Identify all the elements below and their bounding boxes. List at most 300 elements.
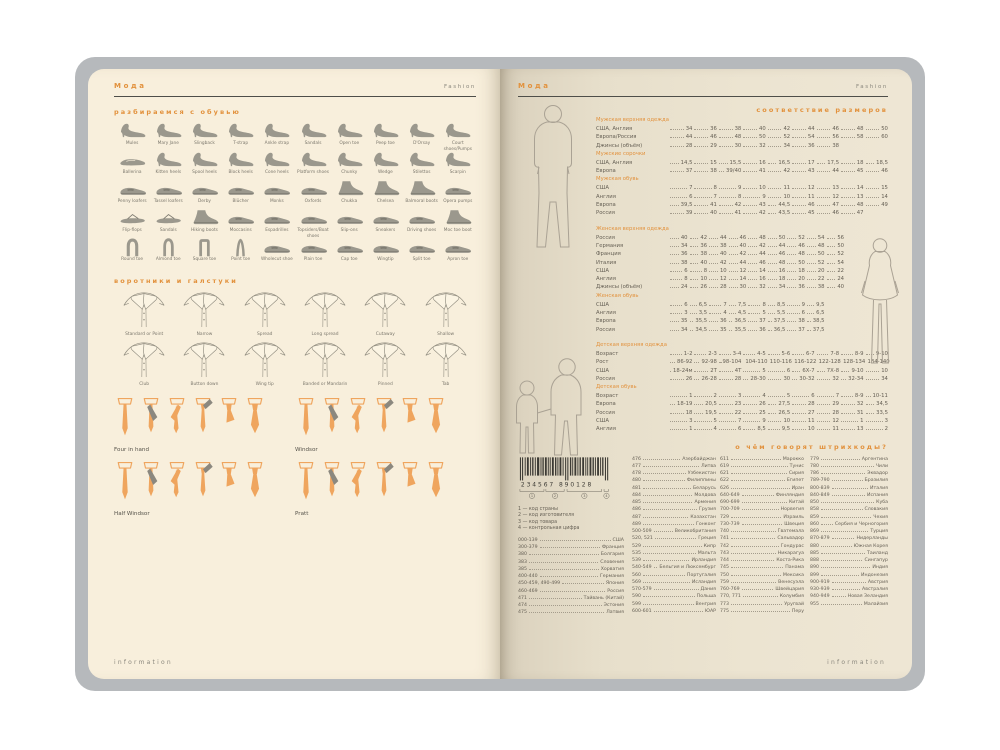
value-cell [668, 242, 688, 250]
country-code-row [720, 586, 804, 593]
shoe-icon-heel [367, 121, 403, 141]
country-name: Тайвань (Китай) [583, 595, 624, 601]
dotted-leader [643, 523, 694, 525]
value-cell [766, 184, 790, 192]
country-code-row [720, 470, 804, 477]
dotted-leader [731, 559, 774, 561]
dotted-leader [729, 253, 738, 255]
shoe-item [404, 179, 440, 208]
country-code-row [632, 557, 716, 564]
country-name: Греция [698, 536, 716, 542]
dotted-leader [821, 574, 859, 576]
dotted-leader [729, 320, 733, 322]
row-value: 3 [737, 393, 742, 400]
barcode-column-2 [632, 456, 716, 616]
value-cell [746, 326, 766, 334]
country-code: 930-939 [810, 587, 830, 593]
dotted-leader [694, 162, 708, 164]
shoe-item [114, 150, 150, 179]
dotted-leader [529, 597, 582, 599]
shoe-item [295, 208, 331, 237]
country-name: Аргентина [861, 456, 888, 462]
value-cell [668, 367, 692, 375]
dotted-leader [670, 136, 684, 138]
country-code-row [720, 579, 804, 586]
barcode-legend-line: 2 — код изготовителя [518, 513, 575, 519]
dotted-leader [817, 204, 831, 206]
value-cell [825, 283, 845, 291]
country-name: Великобритания [674, 529, 716, 535]
country-code-row [810, 572, 888, 579]
collar-item [235, 290, 295, 337]
dotted-leader [670, 128, 684, 130]
dotted-leader [670, 403, 675, 405]
dotted-leader [743, 162, 757, 164]
row-value: 37,5 [812, 326, 825, 333]
left-page [88, 69, 500, 679]
shoe-item [440, 179, 476, 208]
dotted-leader [792, 204, 806, 206]
table-row [596, 209, 888, 217]
value-cell [668, 167, 692, 175]
row-value: 4Т [734, 367, 742, 374]
dotted-leader [670, 237, 679, 239]
dotted-leader [743, 378, 748, 380]
dotted-leader [709, 329, 718, 331]
shoe-label: Cone heels [264, 170, 289, 175]
country-name: Малайзия [863, 601, 888, 607]
shoe-item [114, 121, 150, 150]
row-value: 4-5 [757, 350, 766, 357]
row-value: 32 [759, 284, 766, 291]
shoe-item [367, 121, 403, 150]
country-code: 743 [720, 550, 729, 556]
shoe-label: Mules [125, 141, 139, 146]
dotted-leader [748, 320, 757, 322]
tie-step-icon-4 [373, 460, 395, 508]
dotted-leader [670, 253, 679, 255]
dotted-leader [748, 278, 757, 280]
row-value: 42 [783, 126, 791, 132]
dotted-leader [792, 187, 806, 189]
dotted-leader [841, 162, 855, 164]
value-cell [741, 375, 765, 383]
row-value: 34,5 [695, 326, 708, 333]
value-cell [839, 193, 863, 201]
dotted-leader [866, 378, 880, 380]
dotted-leader [643, 574, 685, 576]
value-cell [790, 167, 814, 175]
row-label: Возраст [596, 350, 619, 357]
row-label: Европа [596, 401, 616, 408]
row-value: 35 [680, 318, 688, 325]
svg-text:1: 1 [530, 493, 534, 498]
dotted-leader [743, 412, 757, 414]
collar-label: Button down [190, 382, 219, 387]
value-cell [766, 326, 786, 334]
dotted-leader [742, 508, 779, 510]
row-value: 110-116 [769, 359, 792, 366]
value-cell [727, 250, 747, 258]
shoe-icon-heel [186, 121, 222, 141]
shoe-icon-flat [114, 150, 150, 170]
value-cell [741, 358, 768, 366]
row-value: 50 [778, 234, 786, 241]
row-value: 26-28 [701, 375, 717, 382]
row-value: 20,5 [705, 401, 717, 408]
dotted-leader [817, 170, 831, 172]
row-value: 52 [798, 234, 805, 241]
value-cell [668, 267, 688, 275]
shoe-item [114, 179, 150, 208]
country-code: 383 [518, 559, 527, 565]
row-value: 24 [837, 276, 845, 283]
value-cell [692, 425, 716, 433]
shoe-icon-loafer [259, 179, 295, 199]
shoe-label: Mary Jane [157, 141, 179, 146]
row-value: 11 [783, 185, 791, 192]
dotted-leader [841, 428, 855, 430]
country-code-row [810, 564, 888, 571]
value-cell [785, 309, 805, 317]
value-cell [741, 167, 765, 175]
row-value: 58 [856, 134, 864, 141]
value-cell [668, 409, 692, 417]
table-row [596, 409, 888, 417]
row-value: 56 [832, 134, 840, 141]
dotted-leader [748, 245, 757, 247]
row-value: 17,5 [827, 159, 840, 166]
size-table-group-men [596, 116, 888, 218]
row-value: 44 [739, 259, 747, 266]
country-name: Уругвай [784, 601, 804, 607]
value-cell [717, 367, 741, 375]
dotted-leader [743, 353, 755, 355]
country-name: Гонконг [695, 521, 716, 527]
dotted-leader [821, 516, 871, 518]
value-cell [692, 350, 716, 358]
table-row [596, 309, 844, 317]
country-name: Казахстан [690, 514, 716, 520]
table-row [596, 142, 888, 150]
collar-icon [121, 312, 167, 331]
value-cell [839, 184, 863, 192]
page-title-en: Fashion [856, 84, 888, 90]
dotted-leader [670, 428, 687, 430]
country-code-row [810, 499, 888, 506]
value-cell [790, 367, 814, 375]
dotted-leader [743, 420, 760, 422]
country-code-row [632, 550, 716, 557]
country-name: Польша [696, 594, 716, 600]
value-cell [839, 375, 863, 383]
row-value: 8 [713, 185, 717, 192]
dotted-leader [690, 278, 699, 280]
value-cell [790, 209, 814, 217]
row-value: 128-134 [843, 359, 866, 366]
dotted-leader [832, 581, 866, 583]
country-code-row [810, 579, 888, 586]
shoe-icon-heel [223, 150, 259, 170]
country-code: 400-440 [518, 574, 538, 580]
row-value: 16 [778, 267, 786, 274]
dotted-leader [670, 212, 684, 214]
country-code-row [810, 456, 888, 463]
country-code: 786 [810, 471, 819, 477]
value-cell [805, 234, 825, 242]
dotted-leader [690, 304, 697, 306]
shoe-item [259, 237, 295, 266]
dotted-leader [731, 530, 776, 532]
row-value: 12 [832, 418, 840, 425]
dotted-leader [841, 403, 855, 405]
value-cell [790, 425, 814, 433]
dotted-leader [670, 187, 687, 189]
dotted-leader [670, 170, 684, 172]
row-value: 7 [737, 418, 742, 425]
country-code-row [632, 514, 716, 521]
shoe-item [259, 208, 295, 237]
shoe-label: Ballerina [122, 170, 142, 175]
value-cell [668, 417, 692, 425]
dotted-leader [817, 212, 831, 214]
value-cell [746, 301, 766, 309]
value-cell [785, 267, 805, 275]
dotted-leader [787, 278, 796, 280]
dotted-leader [719, 353, 731, 355]
row-value: 41 [759, 168, 766, 175]
row-value: 44,5 [778, 202, 791, 209]
row-value: 52 [817, 259, 825, 266]
tie-step-icon-3 [347, 396, 369, 444]
country-code-row [810, 477, 888, 484]
value-cell [741, 350, 765, 358]
dotted-leader [748, 253, 757, 255]
dotted-leader [719, 403, 733, 405]
value-cell [727, 309, 747, 317]
country-code-row [632, 572, 716, 579]
country-code-row [720, 593, 804, 600]
value-cell [688, 283, 708, 291]
row-value: 34,5 [876, 401, 888, 408]
dotted-leader [768, 312, 775, 314]
dotted-leader [817, 128, 831, 130]
dotted-leader [694, 353, 706, 355]
dotted-leader [768, 237, 777, 239]
country-name: Куба [876, 500, 888, 506]
value-cell [707, 309, 727, 317]
shoe-item [150, 121, 186, 150]
dotted-leader [787, 253, 796, 255]
value-cell [717, 201, 741, 209]
country-code: 480 [632, 478, 641, 484]
shoe-item [440, 237, 476, 266]
table-row [596, 184, 888, 192]
country-code-row [810, 506, 888, 513]
country-code: 869 [810, 529, 819, 535]
dotted-leader [821, 545, 852, 547]
value-cell [692, 358, 716, 366]
row-value: 38 [798, 318, 805, 325]
row-value: 18 [778, 276, 786, 283]
row-value: 54 [807, 134, 815, 141]
dotted-leader [743, 370, 760, 372]
value-cell [707, 242, 727, 250]
dotted-leader [841, 395, 853, 397]
country-code: 775 [720, 608, 729, 614]
value-cell [668, 358, 692, 366]
value-cell [717, 409, 741, 417]
dotted-leader [719, 420, 736, 422]
dotted-leader [743, 395, 760, 397]
value-cell [825, 242, 845, 250]
row-value: 7-8 [830, 350, 840, 357]
row-label: США [596, 301, 609, 308]
row-value: 36 [798, 284, 805, 291]
dotted-leader [719, 378, 733, 380]
tie-steps [114, 396, 279, 444]
value-cell [688, 301, 708, 309]
dotted-leader [827, 253, 836, 255]
row-value: 29 [832, 401, 840, 408]
shoe-item [295, 237, 331, 266]
shoe-label: Flip-flops [122, 228, 142, 233]
collar-label: Shallow [437, 332, 455, 337]
dotted-leader [787, 329, 796, 331]
row-value: 98-104 [722, 359, 742, 366]
country-name: Сирия [788, 471, 804, 477]
tie-knot-block [295, 396, 476, 453]
shoe-label: Open toe [339, 141, 360, 146]
shoe-icon-loafer [114, 179, 150, 199]
shoe-item [186, 150, 222, 179]
country-code-row [720, 543, 804, 550]
shoe-label: Driving shoes [406, 228, 437, 233]
row-value: 3,5 [698, 310, 708, 317]
tie-knot-block [114, 396, 295, 453]
value-cell [692, 375, 716, 383]
tie-step-icon-3 [347, 460, 369, 508]
row-value: 8-9 [854, 393, 864, 400]
dotted-leader [768, 370, 785, 372]
value-cell [692, 209, 716, 217]
country-code: 729 [720, 514, 729, 520]
dotted-leader [743, 136, 757, 138]
dotted-leader [731, 458, 781, 460]
dotted-leader [643, 472, 686, 474]
dotted-leader [748, 312, 760, 314]
shoe-item [186, 121, 222, 150]
dotted-leader [694, 370, 708, 372]
country-code: 626 [720, 485, 729, 491]
dotted-leader [832, 595, 846, 597]
value-cell [790, 392, 814, 400]
dotted-leader [655, 537, 696, 539]
row-value: 15 [710, 159, 717, 166]
dotted-leader [709, 286, 718, 288]
value-cell [815, 417, 839, 425]
shoe-icon-toe-round [114, 237, 150, 257]
dotted-leader [832, 494, 865, 496]
dotted-leader [768, 320, 772, 322]
row-value: 45 [856, 168, 864, 175]
dotted-leader [654, 610, 703, 612]
dotted-leader [841, 204, 855, 206]
country-code: 450-459, 490-499 [518, 581, 561, 587]
country-code: 860 [810, 521, 819, 527]
value-cell [668, 283, 688, 291]
value-cell [692, 201, 716, 209]
country-code: 385 [518, 566, 527, 572]
dotted-leader [817, 428, 831, 430]
country-code: 745 [720, 565, 729, 571]
row-value: 50 [881, 126, 888, 132]
row-value: 24 [680, 284, 688, 291]
value-cell [815, 201, 839, 209]
dotted-leader [841, 212, 855, 214]
dotted-leader [743, 595, 778, 597]
dotted-leader [792, 378, 797, 380]
country-name: Азербайджан [682, 456, 716, 462]
shoe-label: Moc toe boot [443, 228, 472, 233]
country-code: 520, 521 [632, 536, 653, 542]
value-cell [766, 375, 790, 383]
dotted-leader [832, 479, 863, 481]
row-value: 6 [801, 310, 805, 317]
country-code: 535 [632, 550, 641, 556]
shoe-icon-heel [186, 150, 222, 170]
row-value: 2 [713, 393, 717, 400]
value-cell [741, 193, 765, 201]
row-value: 50 [817, 251, 825, 258]
shoe-icon-boot [440, 208, 476, 228]
tie-knot-label: Windsor [295, 447, 318, 453]
dotted-leader [821, 552, 865, 554]
dotted-leader [817, 378, 831, 380]
shoe-item [150, 150, 186, 179]
dotted-leader [866, 403, 875, 405]
row-label: Россия [596, 375, 615, 382]
row-value: 50 [798, 259, 805, 266]
country-name: Эстония [603, 603, 624, 609]
collars-grid [114, 290, 476, 387]
row-value: 35 [719, 326, 727, 333]
country-name: Сербия и Черногория [834, 521, 888, 527]
collar-item [114, 340, 174, 387]
shoe-label: Scarpin [449, 170, 466, 175]
tie-knot-label: Half Windsor [114, 511, 150, 517]
tie-steps [114, 460, 279, 508]
shoe-item [440, 121, 476, 150]
row-value: 6,5 [698, 301, 708, 308]
dotted-leader [643, 458, 680, 460]
collar-icon [242, 362, 288, 381]
dotted-leader [792, 420, 806, 422]
value-cell [815, 193, 839, 201]
row-value: 2-3 [708, 350, 717, 357]
value-cell [688, 317, 708, 325]
tie-step-icon-5 [399, 460, 421, 508]
dotted-leader [694, 128, 708, 130]
dotted-leader [719, 187, 736, 189]
shoe-icon-loafer [404, 208, 440, 228]
value-cell [766, 209, 790, 217]
value-cell [707, 267, 727, 275]
country-code-row [810, 470, 888, 477]
country-code-row [518, 544, 624, 551]
row-value: 22 [837, 267, 845, 274]
dotted-leader [709, 278, 718, 280]
